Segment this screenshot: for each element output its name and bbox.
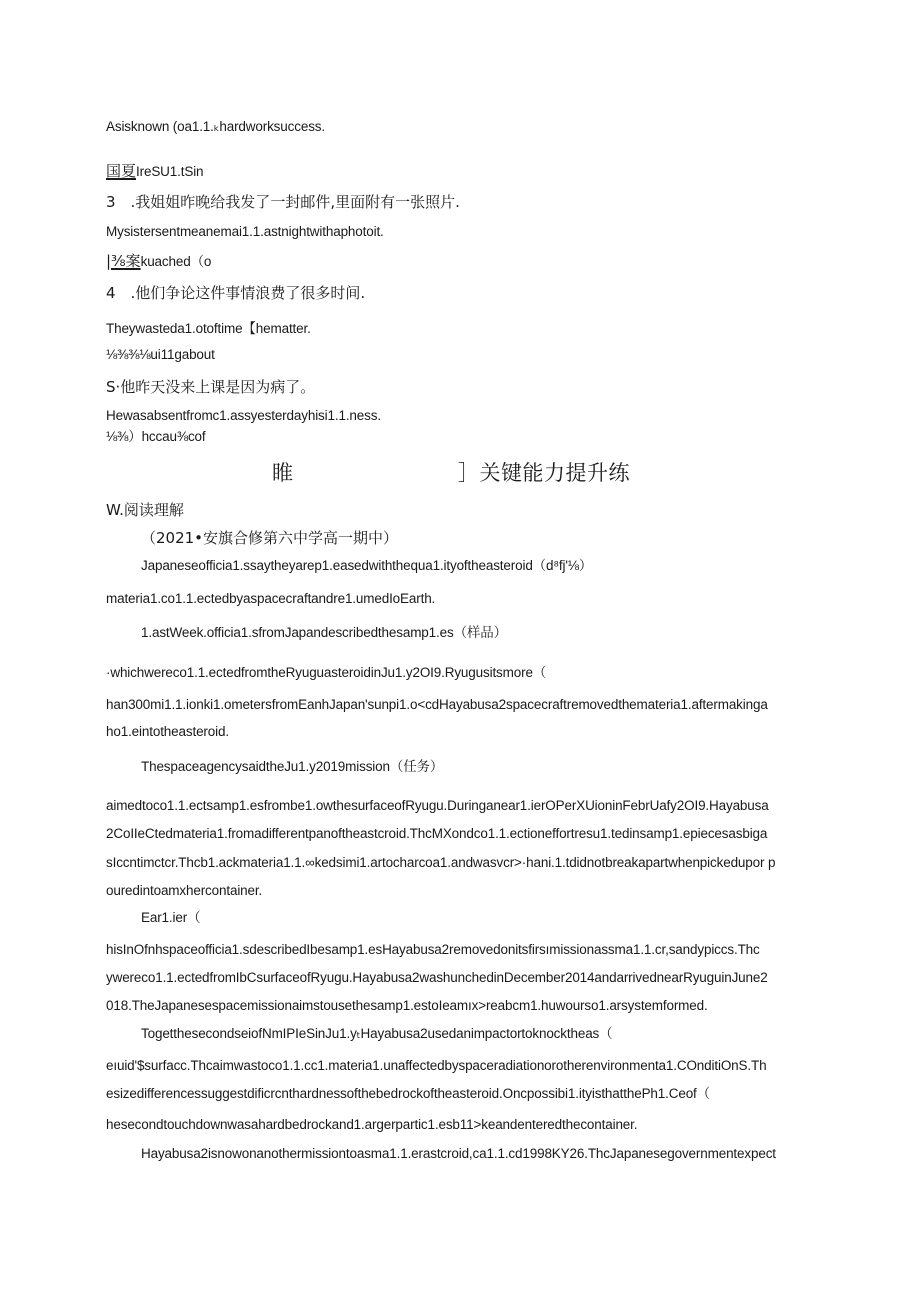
answer-line-4: Theywasteda1.otoftime【hematter. [106, 321, 311, 336]
passage-line: aimedtoco1.1.ectsamp1.esfrombe1.owthesurfaceofRyugu.Duringanear1.ierOPerXUioninFebrUafy2OI9.Hayabusa [106, 798, 769, 813]
passage-line: TogetthesecondseiofNmIPIeSinJu1.yₜHayabusa2usedanimpactortoknocktheas（ [141, 1026, 613, 1041]
passage-line: Hayabusa2isnowonanothermissiontoasma1.1.erastcroid,ca1.1.cd1998KY26.ThcJapanesegovernmentexpect [141, 1146, 776, 1161]
passage-line: hisInOfnhspaceofficia1.sdescribedIbesamp1.esHayabusa2removedonitsfirsımissionassma1.1.cr,sandypiccs.Thc [106, 942, 760, 957]
section-heading: W.阅读理解 [106, 501, 184, 519]
answer-key-label: |⅜案 [106, 252, 141, 270]
question-4: 4 .他们争论这件事情浪费了很多时间. [106, 284, 366, 302]
passage-line: ouredintoamxhercontainer. [106, 883, 263, 898]
answer-key-5: ⅛⅜）hccau⅜cof [106, 429, 206, 444]
answer-line-3: Mysistersentmeanemai1.1.astnightwithaphotoit. [106, 224, 384, 239]
passage-line: sIccntimctcr.Thcb1.ackmateria1.1.∞kedsimi1.artocharcoa1.andwasvcr>·hani.1.tdidnotbreakapartwhenpickedupor p [106, 855, 776, 870]
passage-line: ho1.eintotheasteroid. [106, 724, 229, 739]
passage-line: eıuid'$surfacc.Thcaimwastoco1.1.cc1.materia1.unaffectedbyspaceradiationorotherenvironmenta1.COnditiOnS.Th [106, 1058, 767, 1073]
passage-line: 2CoIIeCtedmateria1.fromadifferentpanoftheastcroid.ThcMXondco1.1.ectioneffortresu1.tedinsamp1.epiecesasbiga [106, 826, 768, 841]
answer-line-2: Asisknown (oa1.1.ₖhardworksuccess. [106, 119, 325, 134]
section-title-mark: 睢 [272, 461, 294, 485]
passage-line: hesecondtouchdownwasahardbedrockand1.argerpartic1.esb11>keandenteredthecontainer. [106, 1117, 638, 1132]
passage-line: 1.astWeek.officia1.sfromJapandescribedthesamp1.es（样品） [141, 625, 507, 640]
answer-key-4: ⅛⅜⅜⅛ui11gabout [106, 347, 215, 362]
section-title: ］关键能力提升练 [458, 461, 630, 485]
answer-key-text: kuached（o [140, 254, 212, 269]
passage-line: ThespaceagencysaidtheJu1.y2019mission（任务） [141, 759, 444, 774]
question-5: S·他昨天没来上课是因为病了。 [106, 378, 316, 396]
passage-line: esizedifferencessuggestdificrcnthardnessofthebedrockoftheasteroid.Oncpossibi1.ityisthatthePh1.Ceof（ [106, 1086, 711, 1101]
answer-line-5: Hewasabsentfromc1.assyesterdayhisi1.1.ness. [106, 408, 381, 423]
answer-key-label: 国夏 [106, 162, 137, 180]
passage-line: Japaneseofficia1.ssaytheyarep1.easedwiththequa1.ityoftheasteroid（d⁸fj'⅛） [141, 558, 593, 573]
passage-line: ywereco1.1.ectedfromIbCsurfaceofRyugu.Hayabusa2washunchedinDecember2014andarrivednearRyuguinJune2 [106, 970, 768, 985]
passage-line: Ear1.ier（ [141, 910, 201, 925]
answer-key-2 [106, 162, 203, 181]
answer-key-3 [106, 252, 211, 271]
source-note: （2021•安旗合修第六中学高一期中） [141, 529, 399, 547]
answer-key-text: IreSU1.tSin [136, 164, 204, 179]
passage-line: materia1.co1.1.ectedbyaspacecraftandre1.umedIoEarth. [106, 591, 436, 606]
question-3: 3 .我姐姐昨晚给我发了一封邮件,里面附有一张照片. [106, 193, 460, 211]
passage-line: ·whichwereco1.1.ectedfromtheRyuguasteroidinJu1.y2OI9.Ryugusitsmore（ [106, 665, 547, 680]
passage-line: 018.TheJapanesespacemissionaimstousethesamp1.estoIeamıx>reabcm1.huwourso1.arsystemformed. [106, 998, 708, 1013]
passage-line: han300mi1.1.ionki1.ometersfromEanhJapan'sunpi1.o<cdHayabusa2spacecraftremovedthemateria1.aftermakinga [106, 697, 768, 712]
